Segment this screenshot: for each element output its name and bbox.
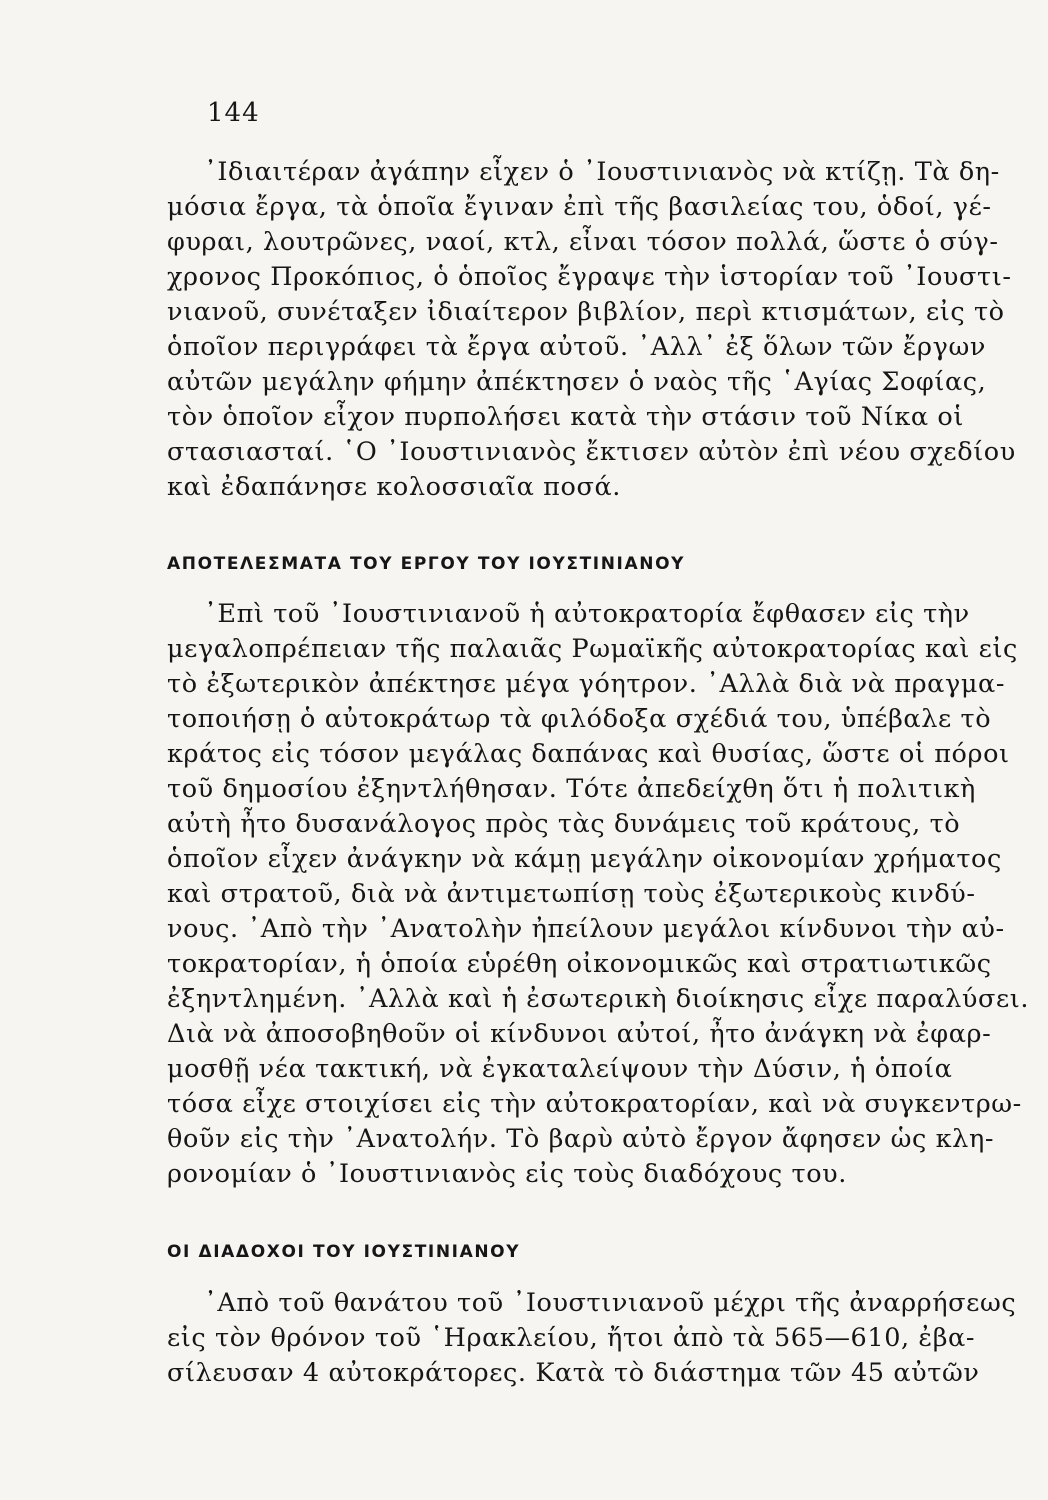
text-line: τοκρατορίαν, ἡ ὁποία εὑρέθη οἰκονομικῶς καὶ στρατιωτικῶς: [167, 949, 992, 979]
text-line: τοποιήσῃ ὁ αὐτοκράτωρ τὰ φιλόδοξα σχέδιά του, ὑπέβαλε τὸ: [167, 704, 992, 734]
text-line: τοῦ δημοσίου ἐξηντλήθησαν. Τότε ἀπεδείχθη ὅτι ἡ πολιτικὴ: [167, 774, 976, 804]
text-line: κράτος εἰς τόσον μεγάλας δαπάνας καὶ θυσίας, ὥστε οἱ πόροι: [167, 739, 1010, 769]
text-line: καὶ στρατοῦ, διὰ νὰ ἀντιμετωπίσῃ τοὺς ἐξωτερικοὺς κινδύ-: [167, 879, 976, 909]
text-line: φυραι, λουτρῶνες, ναοί, κτλ, εἶναι τόσον πολλά, ὥστε ὁ σύγ-: [167, 227, 999, 257]
page-number: 144: [207, 98, 260, 128]
text-line: ἐξηντλημένη. ᾿Αλλὰ καὶ ἡ ἐσωτερικὴ διοίκησις εἶχε παραλύσει.: [167, 984, 1030, 1014]
section-heading-successors: ΟΙ ΔΙΑΔΟΧΟΙ ΤΟΥ ΙΟΥΣΤΙΝΙΑΝΟΥ: [167, 1242, 521, 1262]
section-heading-results: ΑΠΟΤΕΛΕΣΜΑΤΑ ΤΟΥ ΕΡΓΟΥ ΤΟΥ ΙΟΥΣΤΙΝΙΑΝΟΥ: [167, 554, 686, 574]
text-line: ᾿Επὶ τοῦ ᾿Ιουστινιανοῦ ἡ αὐτοκρατορία ἔφθασεν εἰς τὴν: [204, 599, 970, 629]
text-line: νους. ᾿Απὸ τὴν ᾿Ανατολὴν ἠπείλουν μεγάλοι κίνδυνοι τὴν αὐ-: [167, 914, 1005, 944]
text-line: τὸ ἐξωτερικὸν ἀπέκτησε μέγα γόητρον. ᾿Αλλὰ διὰ νὰ πραγμα-: [167, 669, 1006, 699]
text-line: μόσια ἔργα, τὰ ὁποῖα ἔγιναν ἐπὶ τῆς βασιλείας του, ὁδοί, γέ-: [167, 192, 992, 222]
text-line: ὁποῖον εἶχεν ἀνάγκην νὰ κάμῃ μεγάλην οἰκονομίαν χρήματος: [167, 844, 1002, 874]
text-line: ὁποῖον περιγράφει τὰ ἔργα αὐτοῦ. ᾿Αλλ᾿ ἐξ ὅλων τῶν ἔργων: [167, 332, 986, 362]
text-line: ᾿Απὸ τοῦ θανάτου τοῦ ᾿Ιουστινιανοῦ μέχρι τῆς ἀναρρήσεως: [204, 1288, 1017, 1318]
text-line: τόσα εἶχε στοιχίσει εἰς τὴν αὐτοκρατορίαν, καὶ νὰ συγκεντρω-: [167, 1089, 1022, 1119]
text-line: χρονος Προκόπιος, ὁ ὁποῖος ἔγραψε τὴν ἱστορίαν τοῦ ᾿Ιουστι-: [167, 262, 1012, 292]
text-line: θοῦν εἰς τὴν ᾿Ανατολήν. Τὸ βαρὺ αὐτὸ ἔργον ἄφησεν ὡς κλη-: [167, 1124, 995, 1154]
text-line: ᾿Ιδιαιτέραν ἀγάπην εἶχεν ὁ ᾿Ιουστινιανὸς νὰ κτίζῃ. Τὰ δη-: [204, 157, 1000, 187]
text-line: μοσθῇ νέα τακτική, νὰ ἐγκαταλείψουν τὴν Δύσιν, ἡ ὁποία: [167, 1054, 953, 1084]
text-line: αὐτῶν μεγάλην φήμην ἀπέκτησεν ὁ ναὸς τῆς ῾Αγίας Σοφίας,: [167, 367, 987, 397]
text-line: μεγαλοπρέπειαν τῆς παλαιᾶς Ρωμαϊκῆς αὐτοκρατορίας καὶ εἰς: [167, 634, 1018, 664]
text-line: νιανοῦ, συνέταξεν ἰδιαίτερον βιβλίον, περὶ κτισμάτων, εἰς τὸ: [167, 297, 1005, 327]
text-line: τὸν ὁποῖον εἶχον πυρπολήσει κατὰ τὴν στάσιν τοῦ Νίκα οἱ: [167, 402, 964, 432]
text-line: ρονομίαν ὁ ᾿Ιουστινιανὸς εἰς τοὺς διαδόχους του.: [167, 1159, 847, 1189]
text-line: στασιασταί. ῾Ο ᾿Ιουστινιανὸς ἔκτισεν αὐτὸν ἐπὶ νέου σχεδίου: [167, 437, 1016, 467]
text-line: Διὰ νὰ ἀποσοβηθοῦν οἱ κίνδυνοι αὐτοί, ἦτο ἀνάγκη νὰ ἐφαρ-: [167, 1019, 992, 1049]
text-line: εἰς τὸν θρόνον τοῦ ῾Ηρακλείου, ἤτοι ἀπὸ τὰ 565—610, ἐβα-: [167, 1323, 976, 1353]
text-line: καὶ ἐδαπάνησε κολοσσιαῖα ποσά.: [167, 472, 622, 502]
text-line: σίλευσαν 4 αὐτοκράτορες. Κατὰ τὸ διάστημα τῶν 45 αὐτῶν: [167, 1358, 980, 1388]
text-line: αὐτὴ ἦτο δυσανάλογος πρὸς τὰς δυνάμεις τοῦ κράτους, τὸ: [167, 809, 961, 839]
